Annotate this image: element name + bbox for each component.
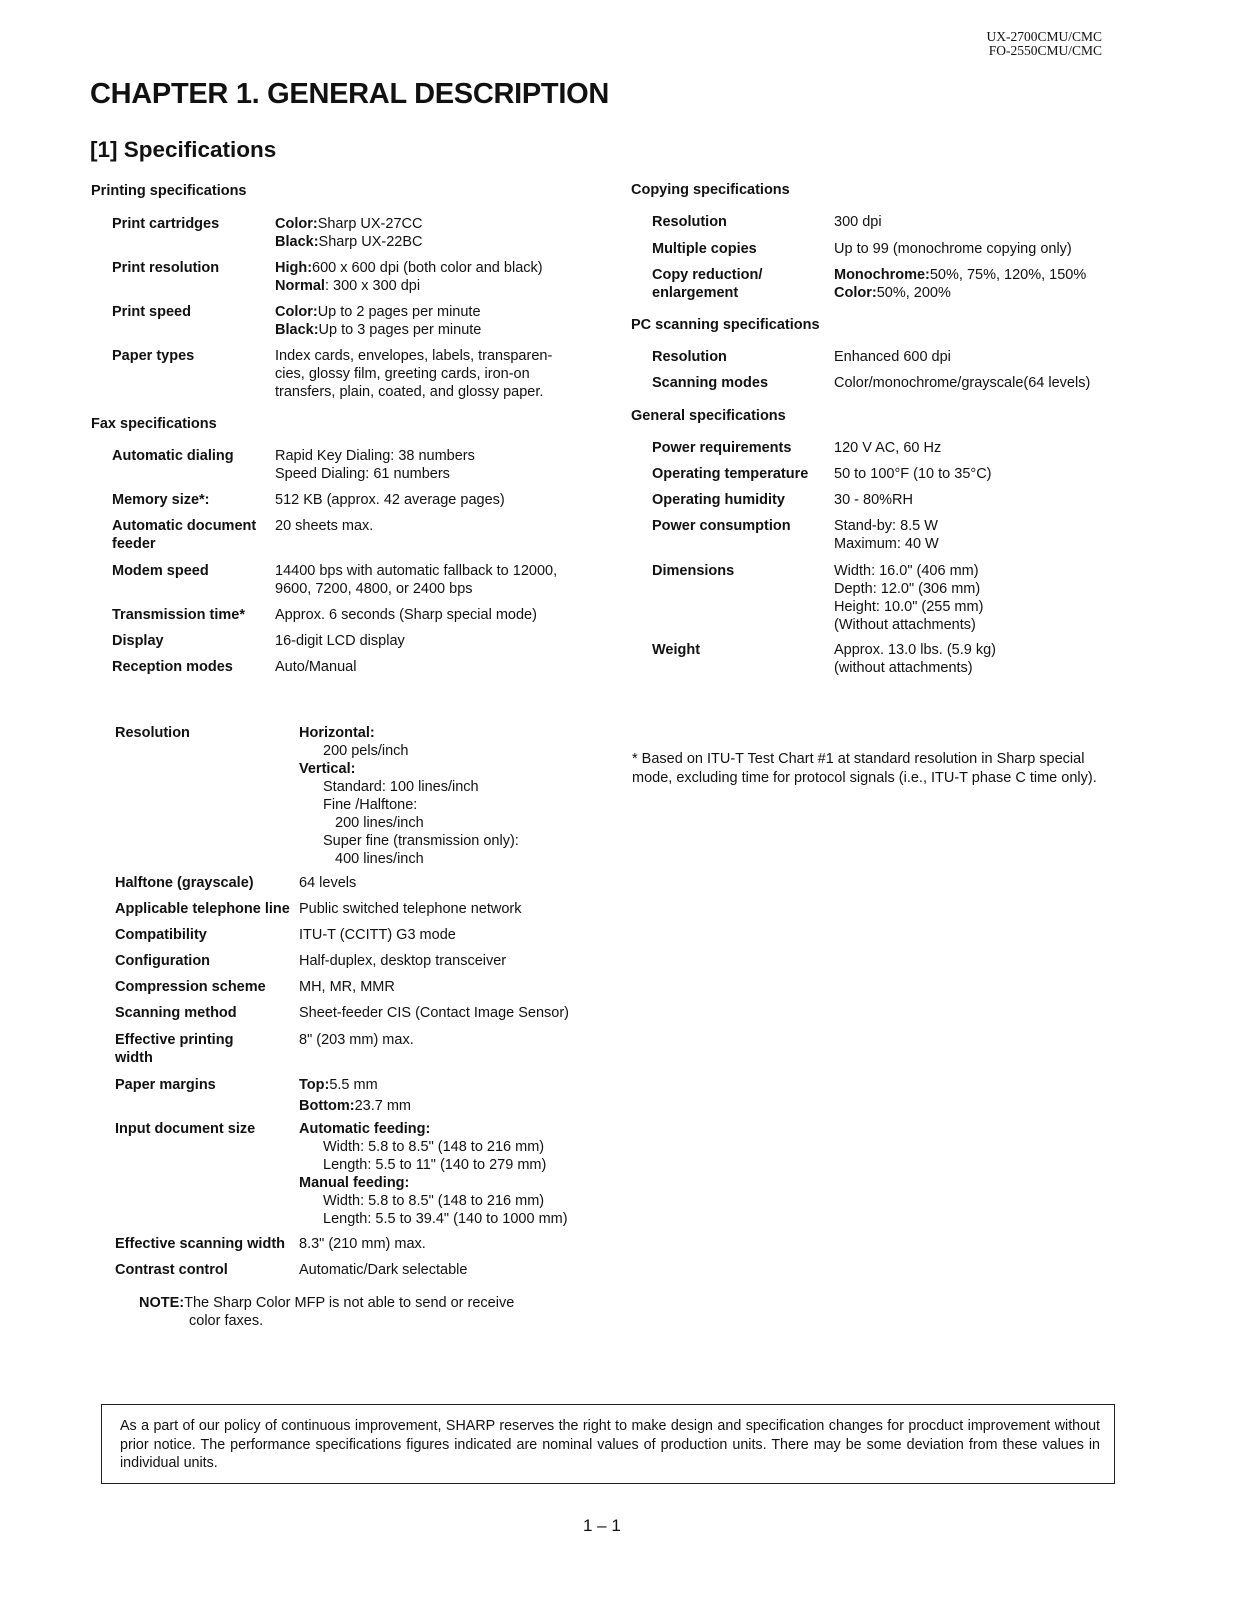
spec-label-line: Operating temperature — [652, 466, 809, 482]
spec-value-text: Width: 5.8 to 8.5" (148 to 216 mm) — [323, 1193, 545, 1209]
spec-value-line — [834, 598, 983, 616]
spec-label — [112, 215, 219, 233]
spec-value-line — [834, 517, 939, 535]
spec-value — [275, 491, 505, 509]
spec-label — [115, 1076, 216, 1094]
spec-label-line: Copy reduction/ — [652, 267, 763, 283]
spec-value — [299, 1235, 426, 1253]
spec-label — [112, 259, 219, 277]
spec-value-line — [299, 832, 519, 850]
spec-label — [112, 606, 245, 624]
spec-label — [652, 240, 757, 258]
spec-label-line: width — [115, 1050, 153, 1066]
spec-label-line: Reception modes — [112, 659, 233, 675]
spec-value-key: Black: — [275, 322, 319, 338]
spec-value-text: Sheet-feeder CIS (Contact Image Sensor) — [299, 1005, 569, 1021]
spec-label-line: Weight — [652, 642, 701, 658]
spec-value-text: Height: 10.0" (255 mm) — [834, 599, 984, 615]
note — [139, 1294, 514, 1330]
spec-label-line: Print speed — [112, 304, 191, 320]
spec-value-line — [834, 439, 941, 457]
spec-label — [115, 926, 207, 944]
spec-value-line — [834, 284, 1086, 302]
spec-value-line — [834, 580, 983, 598]
spec-label — [652, 348, 727, 366]
spec-value-line — [275, 383, 552, 401]
spec-value-line — [299, 1174, 568, 1192]
spec-value — [299, 724, 519, 868]
spec-label — [115, 1235, 285, 1253]
spec-value-line — [299, 900, 521, 918]
spec-label-line: Print resolution — [112, 260, 220, 276]
spec-label-line: Multiple copies — [652, 241, 757, 257]
spec-value-text: Length: 5.5 to 39.4" (140 to 1000 mm) — [323, 1211, 568, 1227]
spec-value-line — [299, 796, 519, 814]
spec-label-line: Applicable telephone line — [115, 901, 290, 917]
spec-value-line — [299, 1235, 426, 1253]
spec-label — [652, 517, 791, 535]
spec-value — [299, 900, 521, 918]
spec-value-text: transfers, plain, coated, and glossy paper. — [275, 384, 544, 400]
spec-value-line — [275, 347, 552, 365]
spec-label-line: Contrast control — [115, 1262, 228, 1278]
spec-value-text: ITU-T (CCITT) G3 mode — [299, 927, 456, 943]
spec-value-line — [299, 760, 519, 778]
spec-value-text: (Without attachments) — [834, 617, 976, 633]
spec-value-line — [299, 814, 519, 832]
page-number: 1 – 1 — [583, 1516, 621, 1535]
spec-value — [275, 303, 481, 339]
spec-label — [112, 447, 234, 465]
spec-value — [299, 1076, 411, 1115]
spec-value-text: Up to 2 pages per minute — [317, 304, 481, 320]
spec-label — [652, 465, 808, 483]
spec-label — [115, 1261, 228, 1279]
spec-value-line — [299, 1004, 569, 1022]
spec-value-line — [275, 447, 475, 465]
note-label: NOTE: — [139, 1295, 185, 1311]
spec-label-line: Effective printing — [115, 1032, 234, 1048]
spec-value-line — [299, 952, 506, 970]
spec-value — [834, 517, 939, 553]
spec-value-line — [299, 1210, 568, 1228]
spec-label — [652, 266, 762, 302]
spec-value-line — [834, 491, 913, 509]
notice-box: As a part of our policy of continuous improvement, SHARP reserves the right to make design and specification changes for procduct improvement without prior notice. The performance specifications figures indicated are nominal values of production units. There may be some deviation from these values in individual units. — [101, 1404, 1115, 1484]
spec-value-text: Stand-by: 8.5 W — [834, 518, 938, 534]
spec-value-key: Normal — [275, 278, 325, 294]
spec-value-text: Auto/Manual — [275, 659, 357, 675]
spec-value — [299, 1261, 467, 1279]
spec-value-line — [834, 562, 983, 580]
spec-label — [115, 978, 266, 996]
spec-label-line: Resolution — [115, 725, 190, 741]
spec-label — [652, 439, 791, 457]
spec-value-text: 64 levels — [299, 875, 357, 891]
spec-label — [652, 213, 727, 231]
spec-value-text: 300 dpi — [834, 214, 882, 230]
spec-label — [112, 632, 164, 650]
spec-value-text: 120 V AC, 60 Hz — [834, 440, 942, 456]
spec-value — [834, 641, 996, 677]
spec-label — [112, 347, 194, 365]
spec-value — [299, 978, 395, 996]
spec-label-line: Compression scheme — [115, 979, 266, 995]
spec-value-line — [299, 1192, 568, 1210]
spec-value-text: 9600, 7200, 4800, or 2400 bps — [275, 581, 473, 597]
model-number-2: FO-2550CMU/CMC — [988, 43, 1102, 58]
spec-value-text: Standard: 100 lines/inch — [323, 779, 479, 795]
spec-value-text: Width: 5.8 to 8.5" (148 to 216 mm) — [323, 1139, 545, 1155]
spec-label — [115, 900, 290, 918]
spec-value-text: 8" (203 mm) max. — [299, 1032, 414, 1048]
model-number-1: UX-2700CMU/CMC — [986, 29, 1102, 44]
spec-value — [834, 266, 1086, 302]
spec-value — [275, 447, 475, 483]
spec-value-text: cies, glossy film, greeting cards, iron-on — [275, 366, 530, 382]
spec-value-line — [299, 1076, 411, 1094]
spec-value — [299, 1004, 569, 1022]
spec-value-line — [275, 303, 481, 321]
spec-value-line — [275, 580, 557, 598]
section-heading-general: General specifications — [631, 408, 786, 424]
spec-value-key: Horizontal: — [299, 725, 375, 741]
spec-label-line: enlargement — [652, 285, 739, 301]
spec-value-text: : 300 x 300 dpi — [324, 278, 421, 294]
spec-value-line — [299, 1156, 568, 1174]
spec-value — [834, 213, 882, 231]
chapter-title: CHAPTER 1. GENERAL DESCRIPTION — [90, 78, 609, 110]
spec-value-line — [275, 233, 423, 251]
spec-value-text: Up to 99 (monochrome copying only) — [834, 241, 1072, 257]
spec-value-line — [834, 213, 882, 231]
spec-label — [112, 517, 256, 553]
spec-label — [112, 562, 209, 580]
spec-value-line — [834, 659, 996, 677]
spec-value — [275, 658, 356, 676]
spec-label-line: Print cartridges — [112, 216, 220, 232]
spec-value-line — [299, 742, 519, 760]
section-heading-copying: Copying specifications — [631, 182, 790, 198]
spec-value-text: 512 KB (approx. 42 average pages) — [275, 492, 505, 508]
spec-label — [112, 491, 210, 509]
spec-label-line: Paper types — [112, 348, 195, 364]
spec-label — [652, 491, 785, 509]
spec-value-text: 200 lines/inch — [335, 815, 424, 831]
spec-value-line — [275, 491, 505, 509]
spec-label — [115, 1120, 255, 1138]
spec-value-line — [275, 658, 356, 676]
spec-value-line — [275, 517, 373, 535]
spec-value — [834, 439, 941, 457]
spec-value-line — [299, 926, 456, 944]
spec-label-line: Scanning modes — [652, 375, 769, 391]
spec-value-line — [299, 1120, 568, 1138]
spec-value-text: 600 x 600 dpi (both color and black) — [312, 260, 543, 276]
spec-value-line — [275, 259, 543, 277]
spec-label — [652, 374, 768, 392]
spec-value-text: 30 - 80%RH — [834, 492, 913, 508]
spec-value-text: 50 to 100°F (10 to 35°C) — [834, 466, 992, 482]
spec-label-line: Configuration — [115, 953, 211, 969]
spec-label-line: Scanning method — [115, 1005, 237, 1021]
spec-value-text: Approx. 13.0 lbs. (5.9 kg) — [834, 642, 996, 658]
spec-value — [834, 374, 1090, 392]
spec-value-line — [299, 874, 356, 892]
spec-label-line: Resolution — [652, 349, 727, 365]
spec-value — [275, 517, 373, 535]
note-line-1: The Sharp Color MFP is not able to send or receive — [184, 1295, 515, 1311]
spec-value — [834, 240, 1072, 258]
spec-value-text: Public switched telephone network — [299, 901, 522, 917]
spec-value — [299, 926, 456, 944]
spec-value-text: Approx. 6 seconds (Sharp special mode) — [275, 607, 537, 623]
spec-label-line: Power requirements — [652, 440, 792, 456]
spec-value-line — [299, 1138, 568, 1156]
spec-value-text: 23.7 mm — [354, 1098, 411, 1114]
spec-value-line — [275, 632, 405, 650]
spec-value — [275, 606, 537, 624]
spec-value-key: Monochrome: — [834, 267, 930, 283]
spec-label — [115, 724, 190, 742]
spec-label — [652, 641, 700, 659]
spec-label-line: Effective scanning width — [115, 1236, 285, 1252]
section-heading-printing: Printing specifications — [91, 183, 247, 199]
spec-value-text: MH, MR, MMR — [299, 979, 395, 995]
spec-value — [275, 347, 552, 401]
spec-label-line: Memory size*: — [112, 492, 210, 508]
spec-label — [115, 1004, 237, 1022]
spec-label-line: Paper margins — [115, 1077, 216, 1093]
spec-value-text: Index cards, envelopes, labels, transparen- — [275, 348, 553, 364]
spec-value — [275, 562, 557, 598]
spec-label-line: Power consumption — [652, 518, 791, 534]
spec-value-line — [275, 277, 543, 295]
spec-label-line: Display — [112, 633, 164, 649]
spec-value — [299, 952, 506, 970]
spec-value-key: Automatic feeding: — [299, 1121, 431, 1137]
spec-value-line — [275, 465, 475, 483]
spec-value-key: Color: — [275, 216, 318, 232]
spec-value-line — [299, 778, 519, 796]
spec-value-key: Manual feeding: — [299, 1175, 410, 1191]
spec-value-key: Color: — [275, 304, 318, 320]
spec-value-line — [299, 724, 519, 742]
spec-value-text: 14400 bps with automatic fallback to 12000, — [275, 563, 558, 579]
spec-value-line — [834, 641, 996, 659]
spec-value-key: Color: — [834, 285, 877, 301]
spec-label — [115, 1031, 233, 1067]
spec-value — [834, 348, 951, 366]
spec-value-line — [275, 365, 552, 383]
spec-label-line: Input document size — [115, 1121, 256, 1137]
spec-value-line — [834, 535, 939, 553]
section-heading-pcscan: PC scanning specifications — [631, 317, 820, 333]
footnote: * Based on ITU-T Test Chart #1 at standard resolution in Sharp special mode, excluding time for protocol signals (i.e., ITU-T phase C time only). — [632, 751, 1097, 786]
spec-value-line — [275, 562, 557, 580]
spec-value-text: Rapid Key Dialing: 38 numbers — [275, 448, 475, 464]
spec-value-text: (without attachments) — [834, 660, 973, 676]
spec-value-line — [834, 348, 951, 366]
spec-label — [115, 874, 254, 892]
spec-value-text: 16-digit LCD display — [275, 633, 405, 649]
spec-value-line — [834, 465, 992, 483]
spec-label-line: Compatibility — [115, 927, 207, 943]
spec-value-text: Automatic/Dark selectable — [299, 1262, 468, 1278]
spec-value — [275, 215, 423, 251]
spec-value-line — [299, 850, 519, 868]
spec-value-text: Fine /Halftone: — [323, 797, 418, 813]
spec-value-key: High: — [275, 260, 313, 276]
spec-value-text: 400 lines/inch — [335, 851, 424, 867]
spec-value-text: Width: 16.0" (406 mm) — [834, 563, 979, 579]
note-line-2: color faxes. — [189, 1313, 264, 1329]
section-heading-fax: Fax specifications — [91, 416, 217, 432]
spec-value-text: 50%, 75%, 120%, 150% — [929, 267, 1087, 283]
spec-value-line — [275, 215, 423, 233]
spec-value-line — [299, 1261, 467, 1279]
spec-value-line — [299, 1031, 414, 1049]
spec-value-key: Top: — [299, 1077, 330, 1093]
spec-label — [112, 658, 233, 676]
spec-label — [112, 303, 191, 321]
spec-value-text: 8.3" (210 mm) max. — [299, 1236, 426, 1252]
spec-value-line — [299, 978, 395, 996]
spec-label-line: feeder — [112, 536, 156, 552]
spec-value-line — [275, 321, 481, 339]
spec-value-line — [299, 1097, 411, 1115]
spec-value-text: Color/monochrome/grayscale(64 levels) — [834, 375, 1091, 391]
spec-value — [275, 632, 405, 650]
spec-value-text: Sharp UX-27CC — [317, 216, 423, 232]
spec-value-text: 200 pels/inch — [323, 743, 409, 759]
spec-value-line — [275, 606, 537, 624]
spec-label-line: Dimensions — [652, 563, 735, 579]
spec-value-text: Depth: 12.0" (306 mm) — [834, 581, 981, 597]
spec-value-text: Up to 3 pages per minute — [318, 322, 482, 338]
spec-label-line: Transmission time* — [112, 607, 245, 623]
spec-value — [299, 1031, 414, 1049]
spec-value — [299, 874, 356, 892]
spec-value-text: Super fine (transmission only): — [323, 833, 519, 849]
spec-label-line: Halftone (grayscale) — [115, 875, 254, 891]
spec-value-text: 20 sheets max. — [275, 518, 374, 534]
spec-value-line — [834, 240, 1072, 258]
spec-value-line — [834, 374, 1090, 392]
spec-value — [275, 259, 543, 295]
spec-value-text: Sharp UX-22BC — [318, 234, 423, 250]
spec-label-line: Automatic document — [112, 518, 257, 534]
spec-value-text: Speed Dialing: 61 numbers — [275, 466, 450, 482]
spec-label-line: Modem speed — [112, 563, 209, 579]
spec-value-text: Maximum: 40 W — [834, 536, 939, 552]
spec-label-line: Resolution — [652, 214, 727, 230]
spec-value-text: Enhanced 600 dpi — [834, 349, 951, 365]
spec-value-text: Length: 5.5 to 11" (140 to 279 mm) — [323, 1157, 547, 1173]
spec-value-key: Black: — [275, 234, 319, 250]
spec-value-line — [834, 266, 1086, 284]
spec-value — [299, 1120, 568, 1228]
spec-value-text: 50%, 200% — [876, 285, 951, 301]
spec-value — [834, 491, 913, 509]
section-title: [1] Specifications — [90, 137, 277, 162]
spec-value — [834, 465, 992, 483]
spec-label-line: Operating humidity — [652, 492, 785, 508]
spec-value-key: Bottom: — [299, 1098, 355, 1114]
spec-value-line — [834, 616, 983, 634]
spec-label — [652, 562, 734, 580]
spec-label — [115, 952, 210, 970]
spec-value-text: 5.5 mm — [329, 1077, 378, 1093]
spec-value-key: Vertical: — [299, 761, 356, 777]
spec-value — [834, 562, 983, 634]
spec-label-line: Automatic dialing — [112, 448, 234, 464]
spec-value-text: Half-duplex, desktop transceiver — [299, 953, 507, 969]
